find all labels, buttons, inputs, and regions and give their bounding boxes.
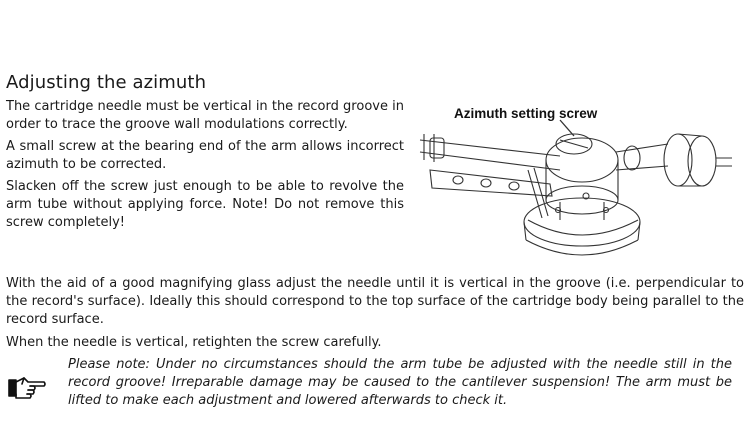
tonearm-drawing	[410, 100, 746, 275]
azimuth-screw-callout: Azimuth setting screw	[454, 106, 598, 121]
intro-paragraph-2: A small screw at the bearing end of the arm allows incorrect azimuth to be corrected.	[6, 139, 404, 172]
body-paragraph-1: With the aid of a good magnifying glass adjust the needle until it is vertical in the groove (i.e. perpendicular to the record's surface). Ideally this should correspond to the top surface of the cartridge body being parallel to the record surface.	[6, 276, 744, 327]
intro-text-column	[6, 98, 404, 236]
warning-note-text: Please note: Under no circumstances should the arm tube be adjusted with the needle still in the record groove! Irreparable damage may be caused to the cantilever suspension! The arm must be lifted to make each adjustment and lowered afterwards to check it.	[68, 357, 732, 408]
section-heading: Adjusting the azimuth	[6, 72, 207, 93]
pointing-hand-icon	[8, 372, 46, 402]
intro-paragraph-1: The cartridge needle must be vertical in the record groove in order to trace the groove wall modulations correctly.	[6, 99, 404, 132]
body-text	[6, 275, 744, 357]
body-paragraph-2: When the needle is vertical, retighten the screw carefully.	[6, 335, 382, 350]
tonearm-illustration	[410, 100, 746, 275]
warning-note	[6, 356, 744, 422]
intro-paragraph-3: Slacken off the screw just enough to be able to revolve the arm tube without applying force. Note! Do not remove this screw completely!	[6, 179, 404, 230]
